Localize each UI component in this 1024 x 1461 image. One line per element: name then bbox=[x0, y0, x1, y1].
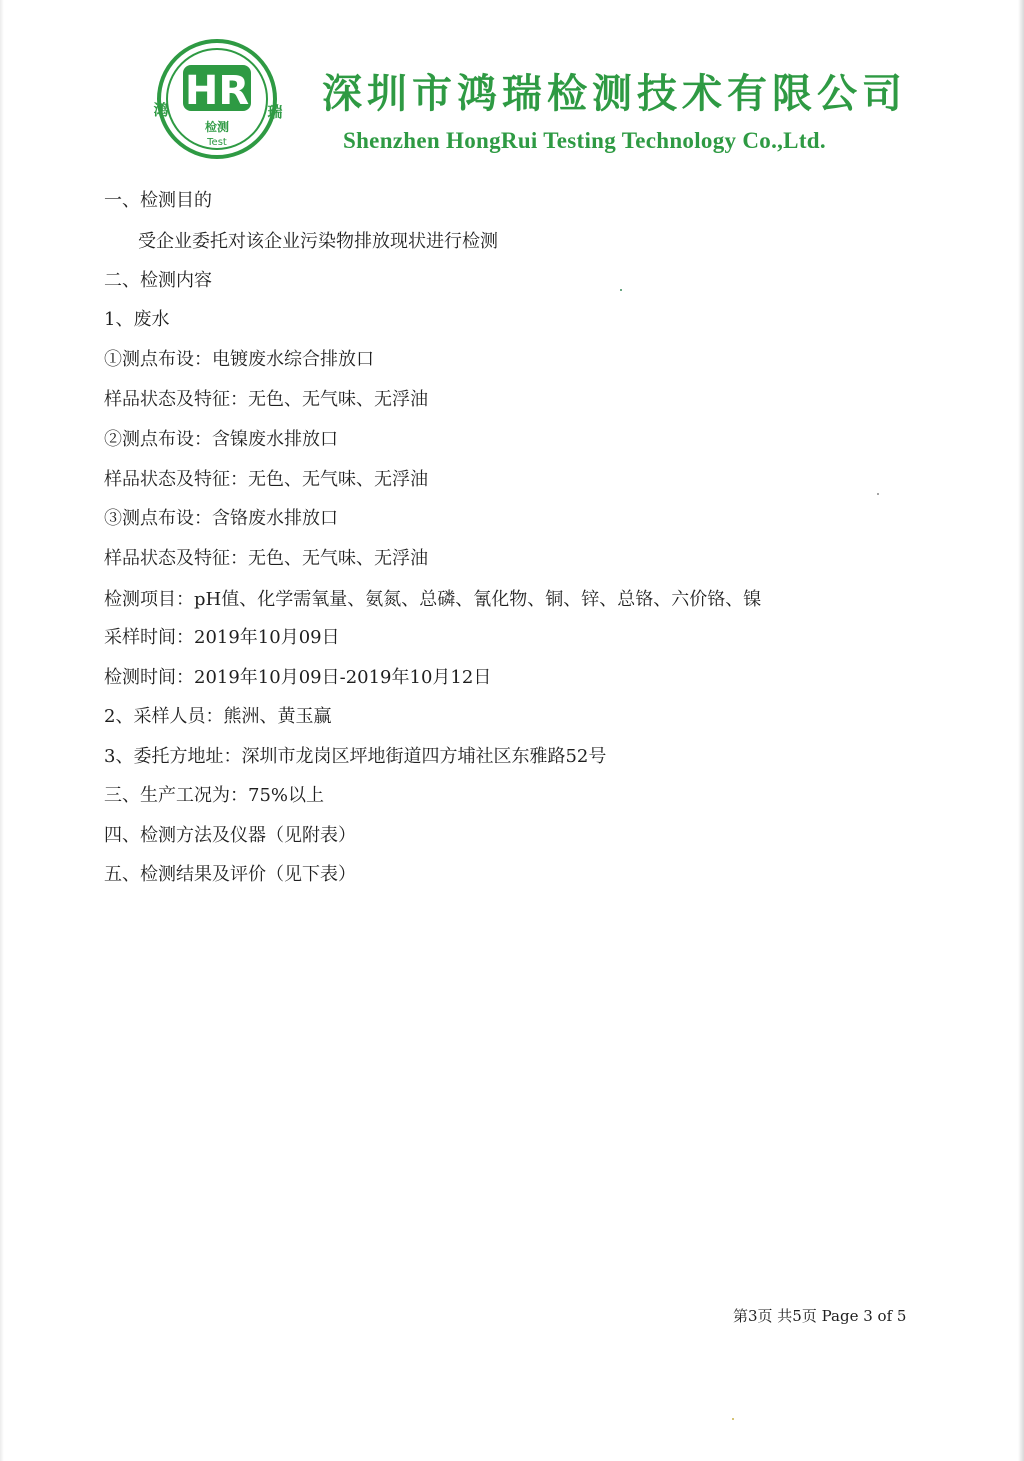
logo-sub: Test bbox=[207, 137, 227, 148]
sampling-date: 采样时间：2019年10月09日 bbox=[104, 627, 340, 648]
logo-badge: 检测 bbox=[204, 120, 230, 134]
test-items: 检测项目：pH值、化学需氧量、氨氮、总磷、氰化物、铜、锌、总铬、六价铬、镍 bbox=[104, 589, 762, 610]
sampling-point-1: ①测点布设：电镀废水综合排放口 bbox=[104, 349, 374, 370]
company-logo bbox=[147, 37, 287, 162]
company-name-cn: 深圳市鸿瑞检测技术有限公司 bbox=[322, 70, 907, 117]
logo-left-char: 鸿 bbox=[153, 101, 169, 119]
sample-state-2: 样品状态及特征：无色、无气味、无浮油 bbox=[104, 469, 428, 490]
sampling-point-2: ②测点布设：含镍废水排放口 bbox=[104, 429, 338, 450]
scan-edge-right bbox=[1018, 0, 1024, 1461]
section-heading-purpose: 一、检测目的 bbox=[104, 190, 212, 211]
client-address: 3、委托方地址：深圳市龙岗区坪地街道四方埔社区东雅路52号 bbox=[104, 746, 607, 767]
scan-speck bbox=[877, 493, 879, 495]
sample-state-1: 样品状态及特征：无色、无气味、无浮油 bbox=[104, 389, 428, 410]
sampling-personnel: 2、采样人员：熊洲、黄玉赢 bbox=[104, 706, 332, 727]
logo-right-char: 瑞 bbox=[267, 103, 283, 121]
page-number: 第3页 共5页 Page 3 of 5 bbox=[733, 1307, 907, 1325]
section-heading-content: 二、检测内容 bbox=[104, 270, 212, 291]
purpose-text: 受企业委托对该企业污染物排放现状进行检测 bbox=[138, 231, 498, 252]
scan-edge-left bbox=[0, 0, 4, 1461]
section-heading-results: 五、检测结果及评价（见下表） bbox=[104, 864, 356, 885]
logo-letters: HR bbox=[184, 68, 250, 114]
sampling-point-3: ③测点布设：含铬废水排放口 bbox=[104, 508, 338, 529]
company-name-en: Shenzhen HongRui Testing Technology Co.,Ltd. bbox=[343, 128, 826, 153]
section-heading-production: 三、生产工况为：75%以上 bbox=[104, 785, 325, 806]
sample-state-3: 样品状态及特征：无色、无气味、无浮油 bbox=[104, 548, 428, 569]
test-date-range: 检测时间：2019年10月09日-2019年10月12日 bbox=[104, 667, 492, 688]
scan-speck bbox=[620, 289, 622, 291]
scan-speck bbox=[732, 1418, 734, 1420]
subsection-wastewater: 1、废水 bbox=[104, 309, 170, 330]
section-heading-methods: 四、检测方法及仪器（见附表） bbox=[104, 825, 356, 846]
